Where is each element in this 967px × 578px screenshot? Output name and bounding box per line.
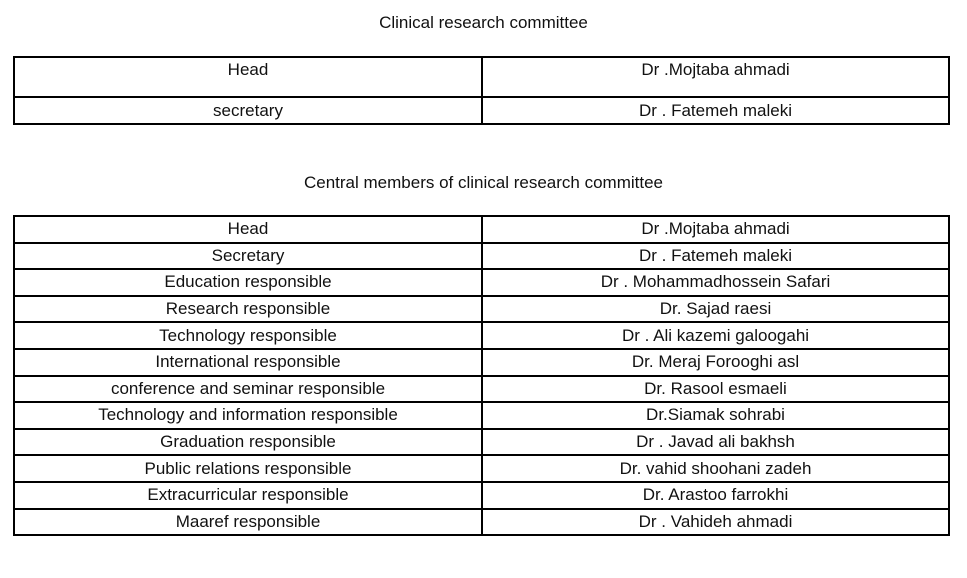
role-cell: Head: [14, 57, 482, 97]
role-cell: conference and seminar responsible: [14, 376, 482, 403]
name-cell: Dr . Fatemeh maleki: [482, 243, 949, 270]
name-cell: Dr .Mojtaba ahmadi: [482, 57, 949, 97]
table-row: [14, 482, 949, 509]
committee-table: [13, 56, 950, 125]
table-row: [14, 322, 949, 349]
name-cell: Dr . Mohammadhossein Safari: [482, 269, 949, 296]
table-row: [14, 402, 949, 429]
role-cell: Education responsible: [14, 269, 482, 296]
name-cell: Dr. Meraj Forooghi asl: [482, 349, 949, 376]
table-row: [14, 243, 949, 270]
role-cell: Extracurricular responsible: [14, 482, 482, 509]
table-row: [14, 429, 949, 456]
table-row: [14, 509, 949, 536]
role-cell: Technology responsible: [14, 322, 482, 349]
table-row: [14, 216, 949, 243]
table-row: [14, 349, 949, 376]
role-cell: Secretary: [14, 243, 482, 270]
role-cell: Graduation responsible: [14, 429, 482, 456]
name-cell: Dr . Fatemeh maleki: [482, 97, 949, 124]
table-row: [14, 296, 949, 323]
name-cell: Dr . Ali kazemi galoogahi: [482, 322, 949, 349]
role-cell: Public relations responsible: [14, 455, 482, 482]
name-cell: Dr .Mojtaba ahmadi: [482, 216, 949, 243]
name-cell: Dr. vahid shoohani zadeh: [482, 455, 949, 482]
table-row: [14, 97, 949, 124]
name-cell: Dr. Sajad raesi: [482, 296, 949, 323]
table-row: [14, 269, 949, 296]
central-members-table: [13, 215, 950, 536]
table-row: [14, 57, 949, 97]
role-cell: Research responsible: [14, 296, 482, 323]
central-members-title: Central members of clinical research committee: [303, 173, 663, 192]
table-row: [14, 455, 949, 482]
name-cell: Dr. Arastoo farrokhi: [482, 482, 949, 509]
role-cell: secretary: [14, 97, 482, 124]
name-cell: Dr . Javad ali bakhsh: [482, 429, 949, 456]
committee-title: Clinical research committee: [379, 13, 588, 32]
role-cell: Head: [14, 216, 482, 243]
role-cell: Technology and information responsible: [14, 402, 482, 429]
name-cell: Dr. Rasool esmaeli: [482, 376, 949, 403]
role-cell: International responsible: [14, 349, 482, 376]
table-row: [14, 376, 949, 403]
role-cell: Maaref responsible: [14, 509, 482, 536]
name-cell: Dr.Siamak sohrabi: [482, 402, 949, 429]
name-cell: Dr . Vahideh ahmadi: [482, 509, 949, 536]
